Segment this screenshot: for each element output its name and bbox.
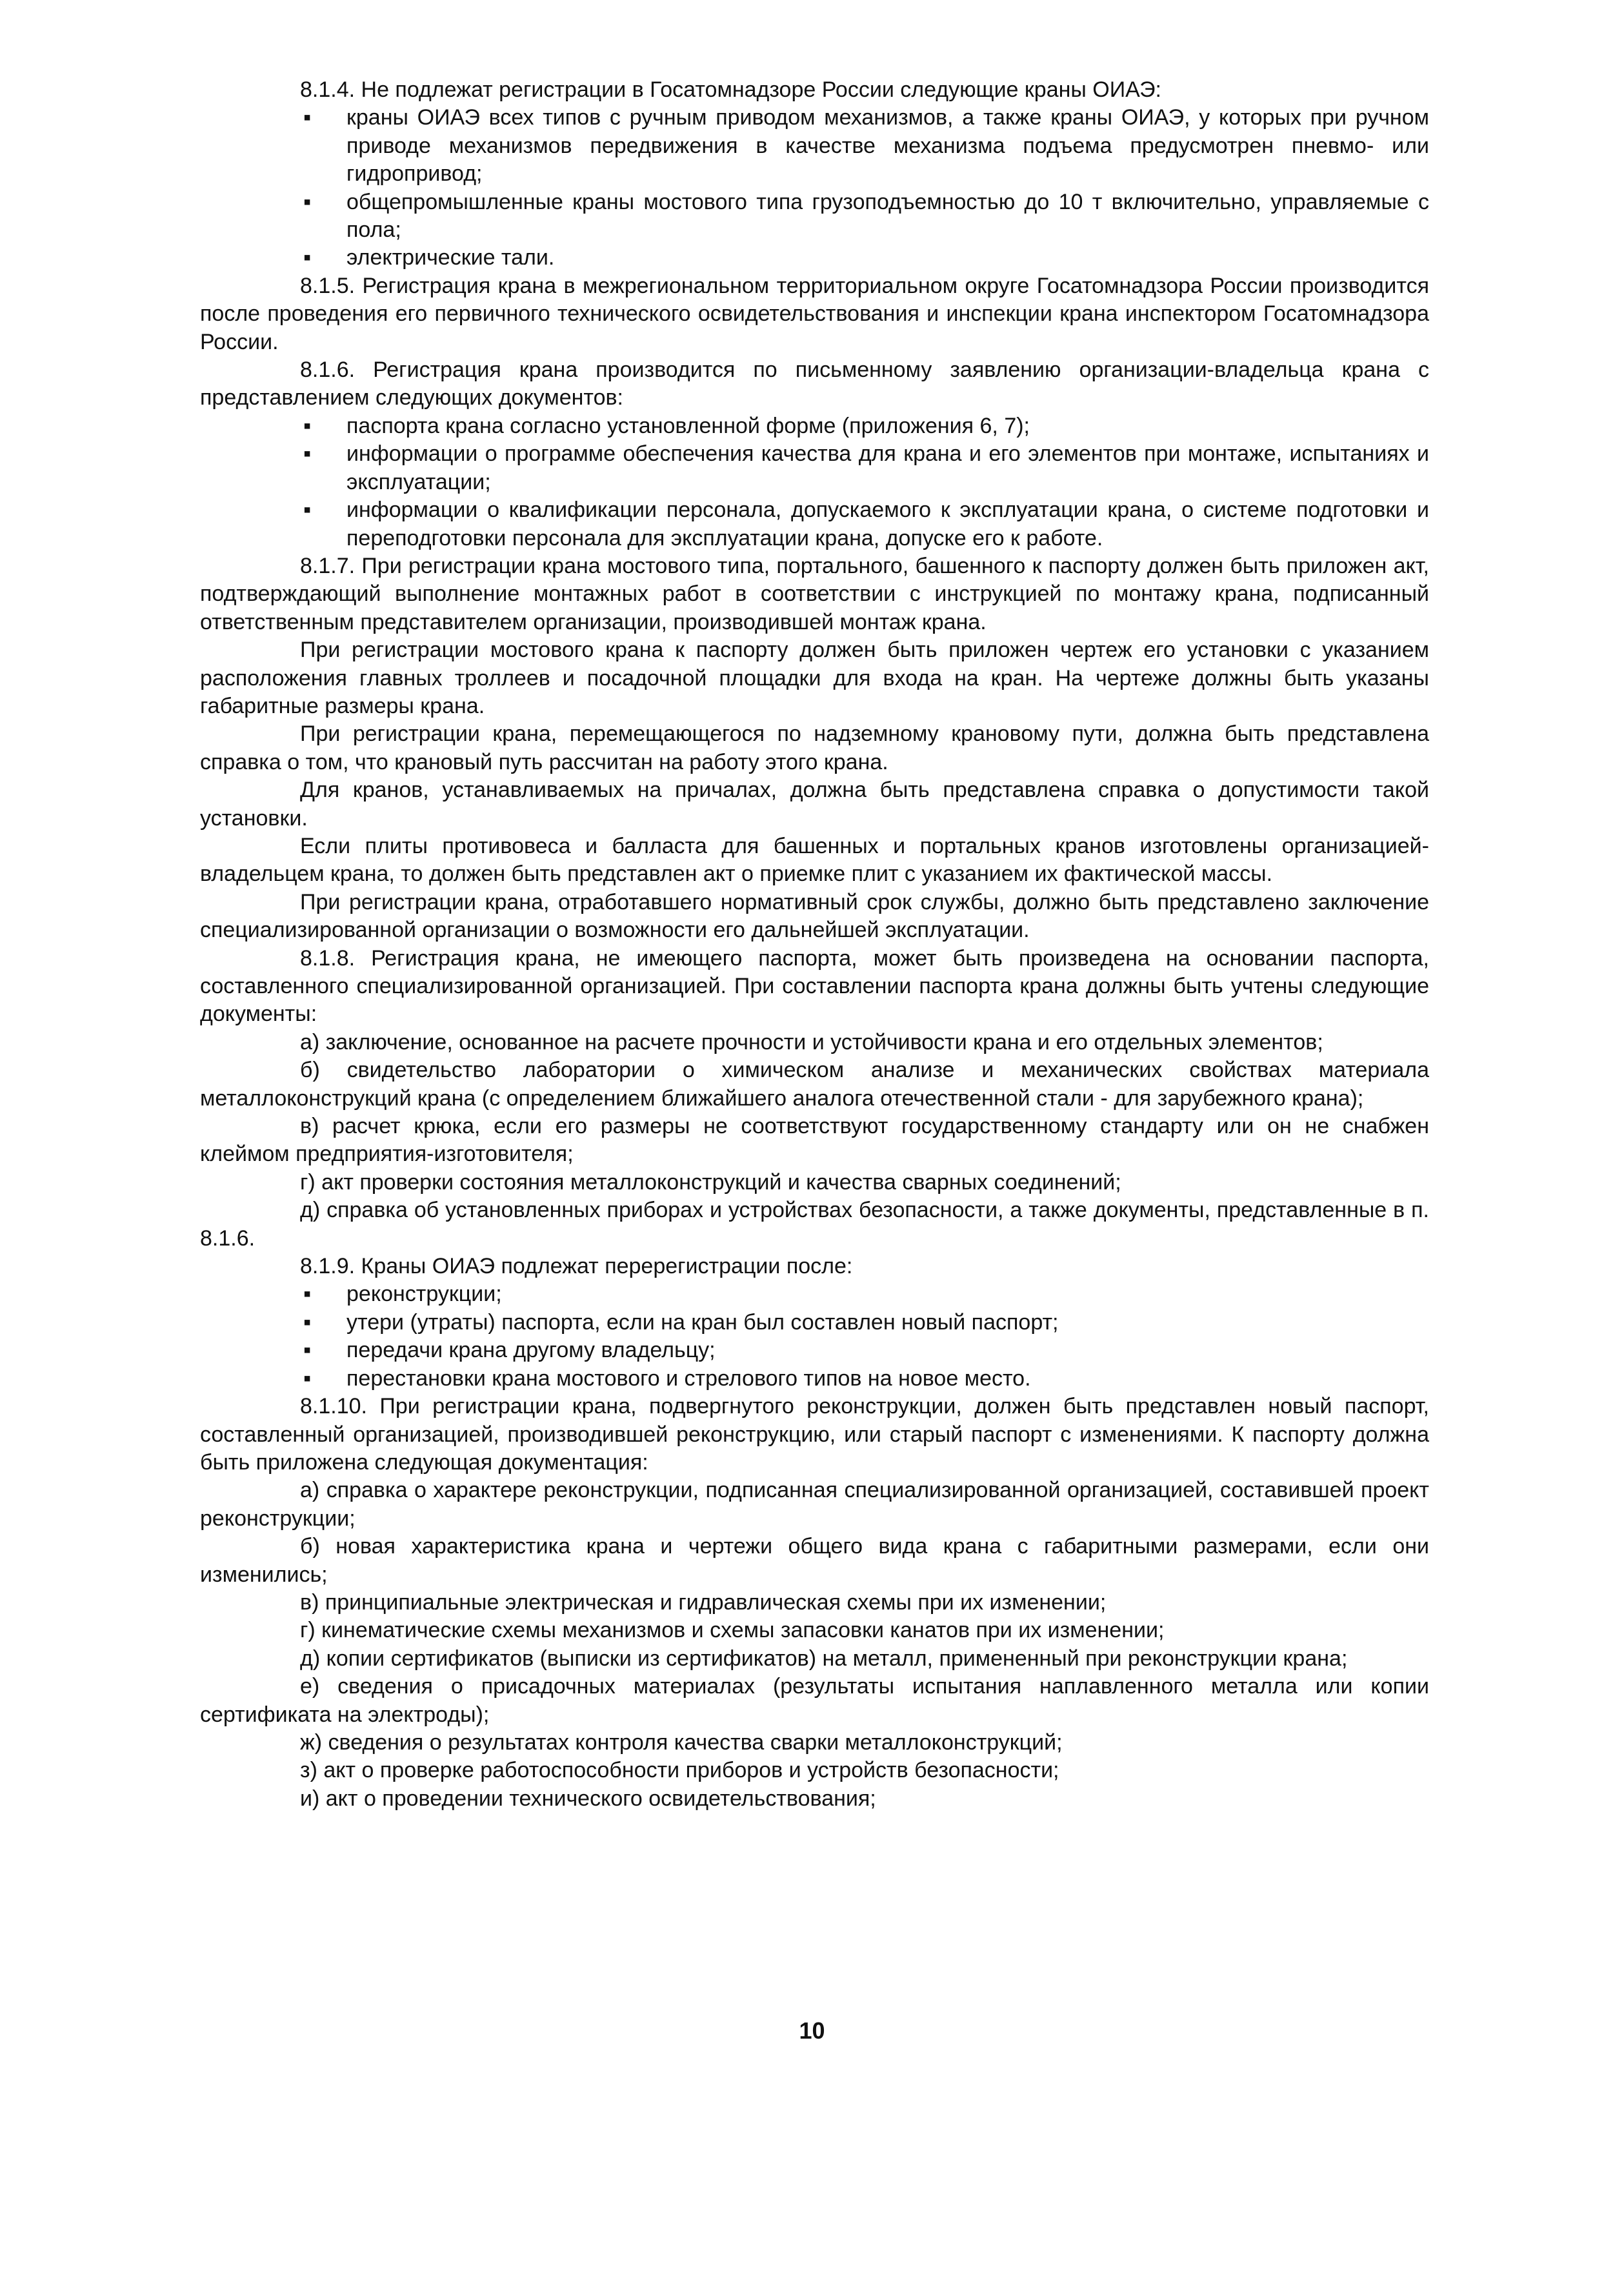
paragraph: 8.1.8. Регистрация крана, не имеющего паспорта, может быть произведена на основании паспорта, составленного специализированной организацией. При составлении паспорта крана должны быть учтены следующие документы: [200,945,1429,1027]
paragraph: При регистрации мостового крана к паспорту должен быть приложен чертеж его установки с указанием расположения главных троллеев и посадочной площадки для входа на кран. На чертеже должны быть указаны габаритные размеры крана. [200,638,1429,718]
paragraph: д) копии сертификатов (выписки из сертификатов) на металл, примененный при реконструкции крана; [300,1646,1348,1671]
paragraph: и) акт о проведении технического освидетельствования; [300,1786,876,1811]
paragraph: При регистрации крана, отработавшего нормативный срок службы, должно быть представлено заключение специализированной организации о возможности его дальнейшей эксплуатации. [200,889,1429,943]
paragraph: г) акт проверки состояния металлоконструкций и качества сварных соединений; [300,1169,1121,1195]
paragraph: 8.1.4. Не подлежат регистрации в Госатомнадзоре России следующие краны ОИАЭ: [300,77,1161,102]
document-body [200,76,1429,1813]
paragraph: в) принципиальные электрическая и гидравлическая схемы при их изменении; [300,1589,1107,1615]
bullet-item: ▪ краны ОИАЭ всех типов с ручным приводом механизмов, а также краны ОИАЭ, у которых при ручном приводе механизмов передвижения в качестве механизма подъема предусмотрен пневмо- или гидропривод; [200,104,1429,188]
bullet-item: ▪ паспорта крана согласно установленной форме (приложения 6, 7); [200,412,1429,440]
paragraph: ж) сведения о результатах контроля качества сварки металлоконструкций; [300,1730,1063,1755]
paragraph: б) свидетельство лаборатории о химическом анализе и механических свойствах материала металлоконструкций крана (с определением ближайшего аналога отечественной стали - для зарубежного крана); [200,1058,1429,1111]
paragraph: д) справка об установленных приборах и устройствах безопасности, а также документы, представленные в п. 8.1.6. [200,1198,1429,1251]
paragraph: 8.1.7. При регистрации крана мостового типа, портального, башенного к паспорту должен быть приложен акт, подтверждающий выполнение монтажных работ в соответствии с инструкцией по монтажу крана, подписанный ответственным представителем организации, производившей монтаж крана. [200,553,1429,634]
paragraph: б) новая характеристика крана и чертежи общего вида крана с габаритными размерами, если они изменились; [200,1534,1429,1587]
paragraph: в) расчет крюка, если его размеры не соответствуют государственному стандарту или он не снабжен клеймом предприятия-изготовителя; [200,1114,1429,1167]
paragraph: а) заключение, основанное на расчете прочности и устойчивости крана и его отдельных элементов; [300,1029,1323,1054]
bullet-item: ▪ реконструкции; [200,1280,1429,1308]
bullet-item: ▪ перестановки крана мостового и стрелового типов на новое место. [200,1365,1429,1393]
bullet-item: ▪ утери (утраты) паспорта, если на кран был составлен новый паспорт; [200,1309,1429,1337]
paragraph: е) сведения о присадочных материалах (результаты испытания наплавленного металла или копии сертификата на электроды); [200,1674,1429,1727]
paragraph: Если плиты противовеса и балласта для башенных и портальных кранов изготовлены организацией-владельцем крана, то должен быть представлен акт о приемке плит с указанием их фактической массы. [200,833,1429,887]
bullet-item: ▪ общепромышленные краны мостового типа грузоподъемностью до 10 т включительно, управляемые с пола; [200,188,1429,245]
paragraph: г) кинематические схемы механизмов и схемы запасовки канатов при их изменении; [300,1618,1165,1643]
paragraph: 8.1.9. Краны ОИАЭ подлежат перерегистрации после: [300,1254,853,1279]
bullet-item: ▪ электрические тали. [200,244,1429,272]
paragraph: з) акт о проверке работоспособности приборов и устройств безопасности; [300,1758,1059,1783]
bullet-item: ▪ информации о программе обеспечения качества для крана и его элементов при монтаже, испытаниях и эксплуатации; [200,440,1429,496]
paragraph: При регистрации крана, перемещающегося по надземному крановому пути, должна быть представлена справка о том, что крановый путь рассчитан на работу этого крана. [200,721,1429,774]
paragraph: 8.1.10. При регистрации крана, подвергнутого реконструкции, должен быть представлен новый паспорт, составленный организацией, производившей реконструкцию, или старый паспорт с изменениями. К паспорту должна быть приложена следующая документация: [200,1394,1429,1475]
bullet-item: ▪ информации о квалификации персонала, допускаемого к эксплуатации крана, о системе подготовки и переподготовки персонала для эксплуатации крана, допуске его к работе. [200,496,1429,552]
paragraph: 8.1.6. Регистрация крана производится по письменному заявлению организации-владельца крана с представлением следующих документов: [200,358,1429,410]
bullet-item: ▪ передачи крана другому владельцу; [200,1337,1429,1364]
page-number: 10 [799,2017,825,2044]
paragraph: 8.1.5. Регистрация крана в межрегиональном территориальном округе Госатомнадзора России производится после проведения его первичного технического освидетельствования и инспекции крана инспектором Госатомнадзора России. [200,273,1429,354]
paragraph: а) справка о характере реконструкции, подписанная специализированной организацией, составившей проект реконструкции; [200,1478,1429,1531]
paragraph: Для кранов, устанавливаемых на причалах, должна быть представлена справка о допустимости такой установки. [200,778,1429,831]
